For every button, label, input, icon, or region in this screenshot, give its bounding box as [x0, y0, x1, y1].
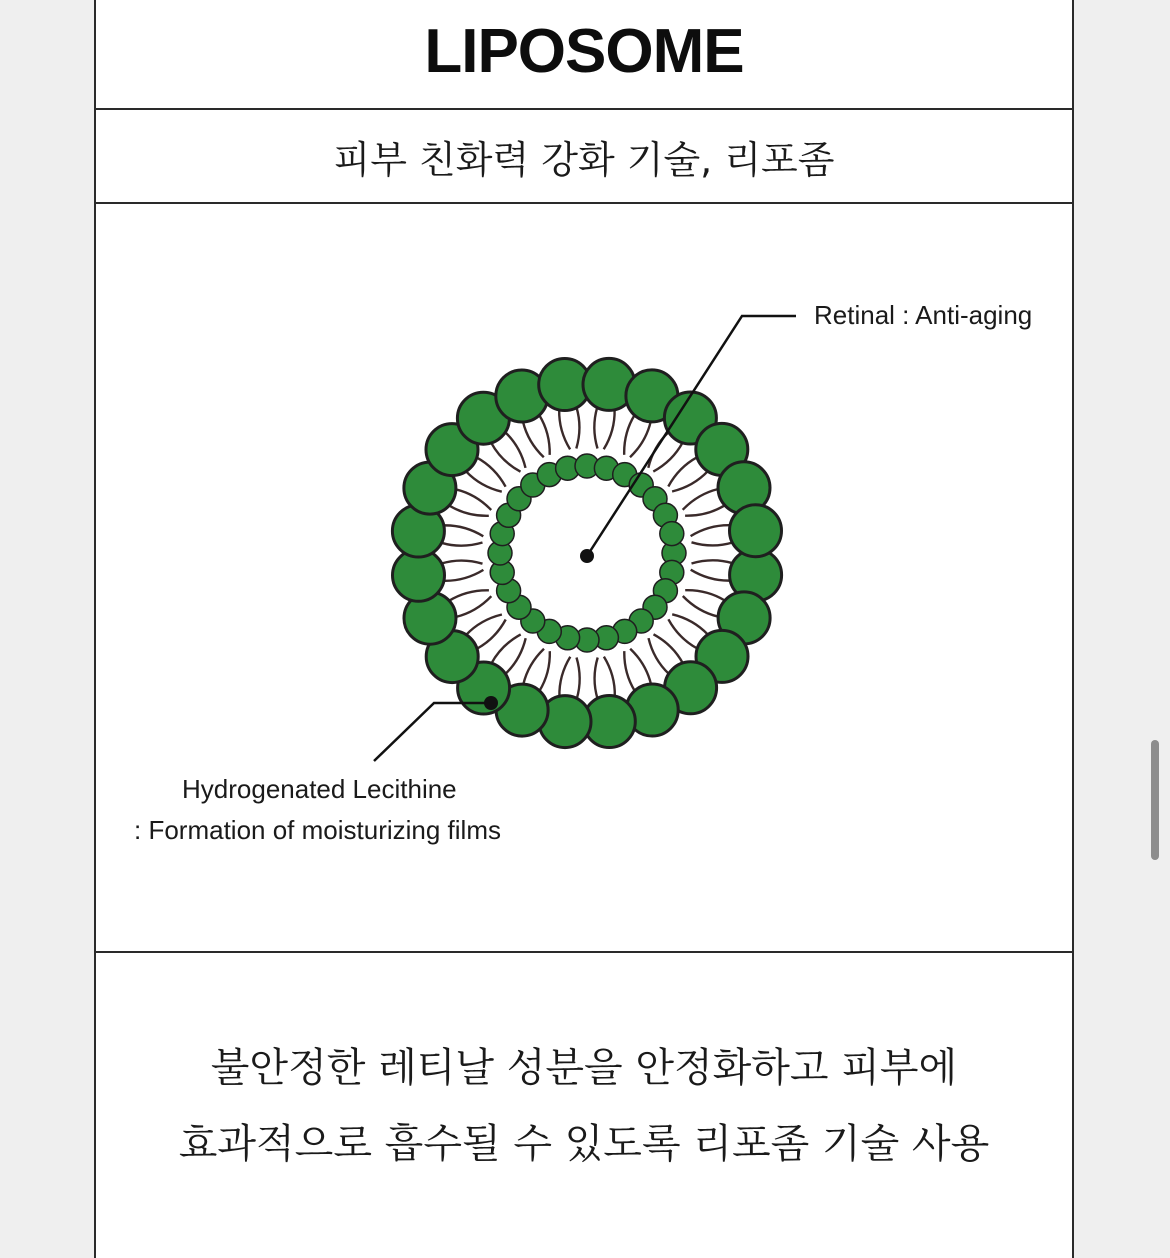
- lipid-tail: [559, 407, 579, 449]
- retinal-pointer-dot: [580, 549, 594, 563]
- description-line-2: 효과적으로 흡수될 수 있도록 리포좀 기술 사용: [178, 1120, 990, 1167]
- lecithine-pointer-dot: [484, 696, 498, 710]
- title-row: [96, 0, 1072, 110]
- retinal-label: Retinal : Anti-aging: [814, 300, 1033, 330]
- lipid-tail: [441, 525, 483, 545]
- lecithine-label-line1: Hydrogenated Lecithine: [182, 774, 457, 804]
- description-line-1: 불안정한 레티날 성분을 안정화하고 피부에: [210, 1044, 958, 1091]
- page-title: LIPOSOME: [424, 16, 744, 86]
- outer-head: [730, 505, 782, 557]
- inner-head: [660, 522, 684, 546]
- liposome-diagram: [96, 204, 1072, 953]
- lipid-tail: [691, 525, 733, 545]
- subtitle-row: [96, 110, 1072, 204]
- description-area: [96, 953, 1072, 1258]
- lipid-tail: [441, 561, 483, 581]
- lipid-tail: [594, 407, 614, 449]
- lecithine-label-line2: : Formation of moisturizing films: [134, 815, 501, 845]
- content-panel: [94, 0, 1074, 1258]
- page-subtitle: 피부 친화력 강화 기술, 리포좀: [333, 137, 835, 182]
- lipid-tail: [595, 657, 615, 699]
- lipid-tail: [559, 657, 579, 699]
- lipid-tail: [691, 560, 733, 580]
- scrollbar-thumb[interactable]: [1151, 740, 1159, 860]
